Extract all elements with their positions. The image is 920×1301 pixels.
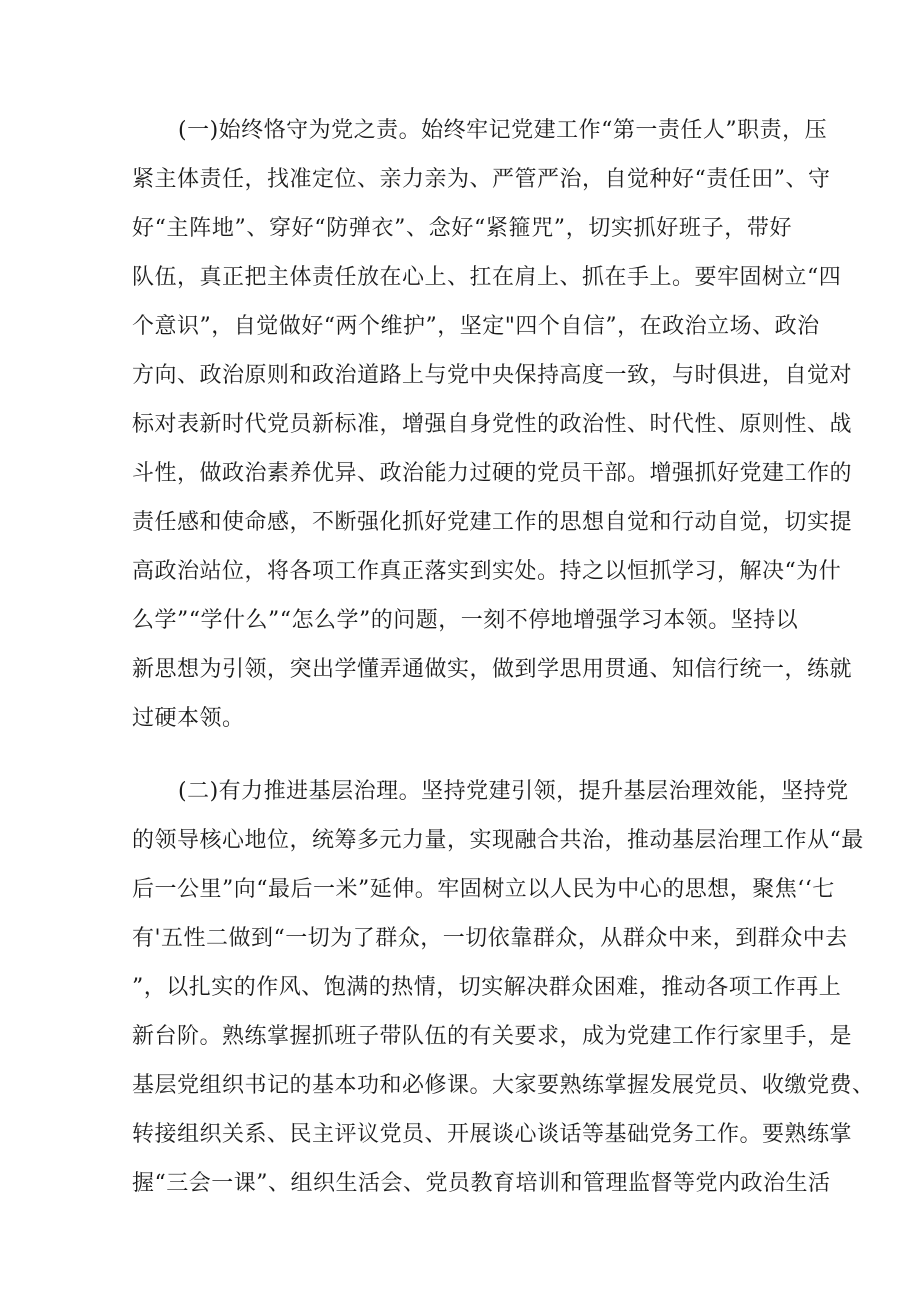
text-line: ”，以扎实的作风、饱满的热情，切实解决群众困难，推动各项工作再上 bbox=[132, 975, 842, 1000]
text-line: 后一公里”向“最后一米”延伸。牢固树立以人民为中心的思想，聚焦‘‘七 bbox=[132, 877, 835, 902]
text-line: 有'五性二做到“一切为了群众，一切依靠群众，从群众中来，到群众中去 bbox=[132, 926, 848, 951]
text-line: 方向、政治原则和政治道路上与党中央保持高度一致，与时俱进，自觉对 bbox=[132, 363, 853, 388]
text-line: 过硬本领。 bbox=[132, 706, 245, 731]
text-line: (二)有力推进基层治理。坚持党建引领，提升基层治理效能，坚持党 bbox=[178, 779, 849, 804]
text-line: 新思想为引领，突出学懂弄通做实，做到学思用贯通、知信行统一，练就 bbox=[132, 657, 853, 682]
text-line: 的领导核心地位，统筹多元力量，实现融合共治，推动基层治理工作从“最 bbox=[132, 828, 864, 853]
text-line: 好“主阵地”、穿好“防弹衣”、念好“紧箍咒”，切实抓好班子，带好 bbox=[132, 216, 793, 241]
text-line: 基层党组织书记的基本功和必修课。大家要熟练掌握发展党员、收缴党费、 bbox=[132, 1073, 875, 1098]
text-line: 标对表新时代党员新标准，增强自身党性的政治性、时代性、原则性、战 bbox=[132, 412, 853, 437]
text-line: 高政治站位，将各项工作真正落实到实处。持之以恒抓学习，解决“为什 bbox=[132, 559, 842, 584]
text-line: 握“三会一课”、组织生活会、党员教育培训和管理监督等党内政治生活 bbox=[132, 1171, 831, 1196]
text-line: 斗性，做政治素养优异、政治能力过硬的党员干部。增强抓好党建工作的 bbox=[132, 461, 853, 486]
text-line: 新台阶。熟练掌握抓班子带队伍的有关要求，成为党建工作行家里手，是 bbox=[132, 1024, 853, 1049]
text-line: 责任感和使命感，不断强化抓好党建工作的思想自觉和行动自觉，切实提 bbox=[132, 510, 853, 535]
text-line: 紧主体责任，找准定位、亲力亲为、严管严治，自觉种好“责任田”、守 bbox=[132, 167, 831, 192]
text-line: (一)始终恪守为党之责。始终牢记党建工作“第一责任人”职责，压 bbox=[178, 118, 828, 143]
text-line: 转接组织关系、民主评议党员、开展谈心谈话等基础党务工作。要熟练掌 bbox=[132, 1122, 853, 1147]
text-line: 队伍，真正把主体责任放在心上、扛在肩上、抓在手上。要牢固树立“四 bbox=[132, 265, 842, 290]
text-line: 个意识”，自觉做好“两个维护”，坚定"四个自信”，在政治立场、政治 bbox=[132, 314, 820, 339]
text-line: 么学”“学什么”“怎么学”的问题，一刻不停地增强学习本领。坚持以 bbox=[132, 608, 799, 633]
